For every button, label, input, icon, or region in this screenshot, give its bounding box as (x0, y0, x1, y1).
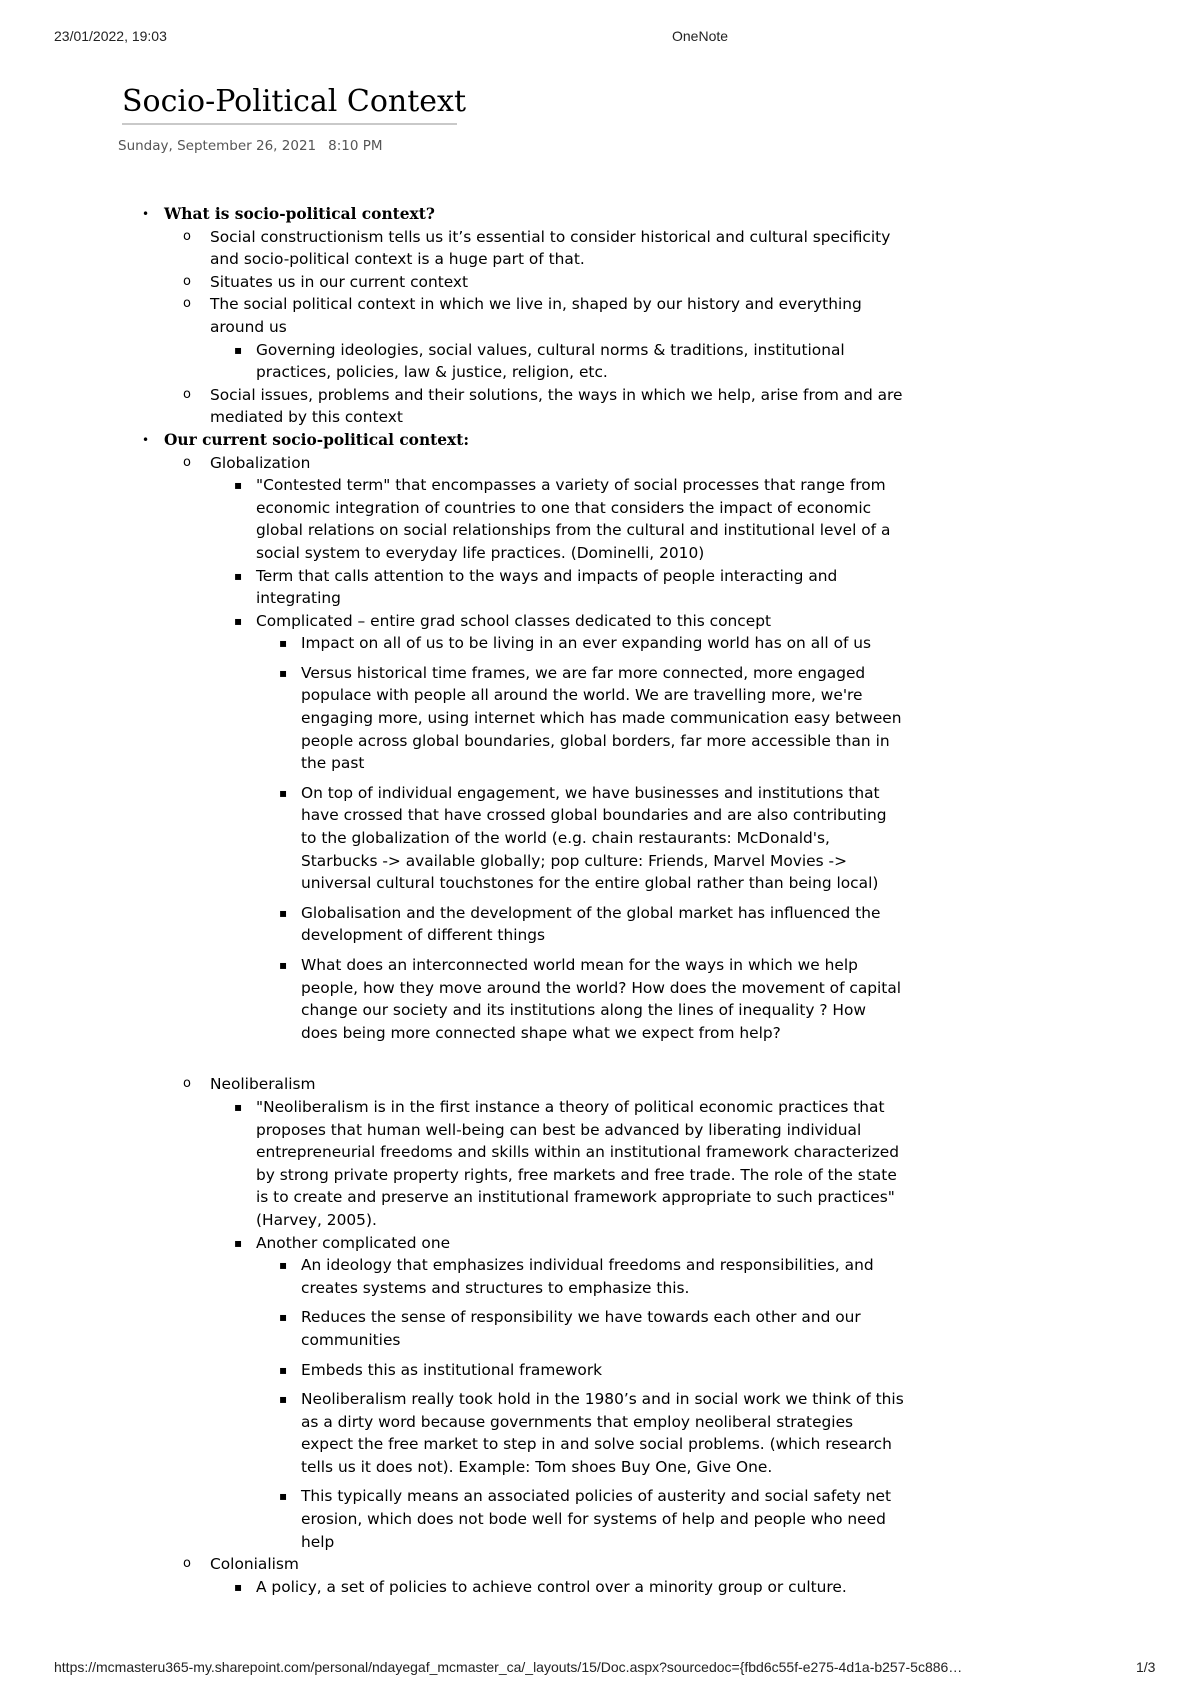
list-text: What does an interconnected world mean for the ways in which we help people, how they move around the world? How does the movement of capital change our society and its institutions along the lines of inequality ? How does being more connected shape what we expect from help? (301, 956, 902, 1042)
bullet-icon: o (183, 386, 191, 402)
list-item (0, 1096, 904, 1232)
list-item (0, 293, 904, 338)
page-time-text: 8:10 PM (328, 138, 383, 154)
list-text: The social political context in which we live in, shaped by our history and everything around us (210, 295, 862, 336)
list-item (0, 1576, 904, 1599)
list-text: "Neoliberalism is in the first instance a theory of political economic practices that proposes that human well-being can best be advanced by liberating individual entrepreneurial freedoms and skills within an institutional framework characterized by strong private property rights, free markets and free trade. The role of the state is to create and preserve an institutional framework appropriate to such practices" (Harvey, 2005). (256, 1097, 900, 1229)
bullet-icon: o (183, 228, 191, 244)
bullet-icon: ▪ (279, 1310, 288, 1325)
list-item (0, 662, 904, 775)
list-text: Versus historical time frames, we are far more connected, more engaged populace with people all around the world. We are travelling more, we're engaging more, using internet which has made communication easy between people across global boundaries, global borders, far more accessible than in the past (301, 663, 902, 773)
list-text: Social issues, problems and their solutions, the ways in which we help, arise from and are mediated by this context (210, 385, 903, 427)
page-title: Socio-Political Context (122, 84, 457, 125)
bullet-icon: ▪ (234, 568, 243, 583)
print-app-name: OneNote (672, 28, 729, 44)
spacer (0, 1051, 1200, 1073)
list-item (0, 339, 904, 384)
list-item (0, 429, 904, 452)
bullet-icon: ▪ (279, 1362, 288, 1377)
bullet-icon: ▪ (279, 785, 288, 800)
bullet-icon: ▪ (234, 478, 243, 493)
bullet-icon: o (183, 1076, 191, 1092)
list-text: Situates us in our current context (210, 272, 469, 291)
list-text: Globalization (210, 453, 311, 472)
list-text: Complicated – entire grad school classes dedicated to this concept (256, 611, 772, 630)
bullet-icon: o (183, 273, 191, 289)
list-text: An ideology that emphasizes individual freedoms and responsibilities, and creates systems and structures to emphasize this. (301, 1256, 874, 1297)
list-item (0, 1359, 904, 1382)
bullet-icon: ▪ (279, 1258, 288, 1273)
note-body (0, 203, 1200, 1598)
bullet-icon: • (142, 432, 150, 447)
bullet-icon: o (183, 1556, 191, 1572)
list-text: On top of individual engagement, we have businesses and institutions that have crossed that have crossed global boundaries and are also contributing to the globalization of the world (e.g. chain restaurants: McDonald's, Starbucks -> available globally; pop culture: Friends, Marvel Movies -> universal cultural touchstones for the entire global rather than being local) (301, 783, 887, 893)
list-item (0, 226, 904, 271)
list-item (0, 384, 904, 429)
list-item (0, 954, 904, 1044)
list-item (0, 1553, 904, 1576)
bullet-icon: o (183, 296, 191, 312)
bullet-icon: ▪ (234, 1099, 243, 1114)
list-text: Reduces the sense of responsibility we have towards each other and our communities (301, 1308, 861, 1349)
bullet-icon: o (183, 454, 191, 470)
list-text: Colonialism (210, 1555, 299, 1574)
list-text: This typically means an associated policies of austerity and social safety net erosion, which does not bode well for systems of help and people who need help (301, 1487, 892, 1551)
list-item (0, 902, 904, 947)
list-text: Governing ideologies, social values, cultural norms & traditions, institutional practices, policies, law & justice, religion, etc. (256, 340, 845, 382)
bullet-icon: • (142, 207, 150, 221)
list-item (0, 271, 904, 294)
print-url: https://mcmasteru365-my.sharepoint.com/personal/ndayegaf_mcmaster_ca/_layouts/15/Doc.aspx?sourcedoc={fbd6c55f-e275-4d1a-b257-5c886… (54, 1659, 963, 1675)
bullet-icon: ▪ (234, 613, 243, 628)
list-item (0, 1485, 904, 1553)
bullet-icon: ▪ (279, 636, 288, 651)
list-item (0, 610, 904, 633)
list-text: Term that calls attention to the ways and impacts of people interacting and integrating (256, 566, 838, 608)
list-item (0, 452, 904, 475)
list-item (0, 1232, 904, 1255)
bullet-icon: ▪ (234, 342, 243, 357)
list-item (0, 565, 904, 610)
list-item (0, 1388, 904, 1478)
list-text: Embeds this as institutional framework (301, 1360, 603, 1379)
bullet-icon: ▪ (279, 958, 288, 972)
list-text: Another complicated one (256, 1233, 451, 1252)
list-item (0, 632, 904, 655)
list-text: Globalisation and the development of the global market has influenced the development of different things (301, 903, 881, 945)
list-item (0, 1306, 904, 1351)
list-text: A policy, a set of policies to achieve control over a minority group or culture. (256, 1577, 847, 1596)
list-item (0, 203, 904, 226)
bullet-icon: ▪ (234, 1579, 243, 1594)
list-item (0, 782, 904, 895)
print-timestamp: 23/01/2022, 19:03 (54, 28, 167, 44)
bullet-icon: ▪ (234, 1235, 243, 1250)
page-date (118, 138, 383, 154)
bullet-icon: ▪ (279, 1489, 288, 1504)
list-text: Neoliberalism really took hold in the 1980’s and in social work we think of this as a dirty word because governments that employ neoliberal strategies expect the free market to step in and solve social problems. (which research tells us it does not). Example: Tom shoes Buy One, Give One. (301, 1390, 904, 1476)
list-item (0, 1073, 904, 1096)
list-item (0, 1254, 904, 1299)
list-text: Neoliberalism (210, 1075, 316, 1094)
list-text: Impact on all of us to be living in an ever expanding world has on all of us (301, 634, 872, 653)
list-text: "Contested term" that encompasses a variety of social processes that range from economic integration of countries to one that considers the impact of economic global relations on social relationships from the cultural and institutional level of a social system to everyday life practices. (Dominelli, 2010) (256, 476, 891, 562)
section-heading: What is socio-political context? (164, 205, 435, 223)
page-date-text: Sunday, September 26, 2021 (118, 138, 317, 154)
list-item (0, 474, 904, 564)
bullet-icon: ▪ (279, 665, 288, 680)
bullet-icon: ▪ (279, 905, 288, 920)
list-text: Social constructionism tells us it’s essential to consider historical and cultural specificity and socio-political context is a huge part of that. (210, 227, 891, 269)
page-number: 1/3 (1136, 1659, 1156, 1675)
section-heading: Our current socio-political context: (164, 430, 470, 449)
bullet-icon: ▪ (279, 1392, 288, 1407)
